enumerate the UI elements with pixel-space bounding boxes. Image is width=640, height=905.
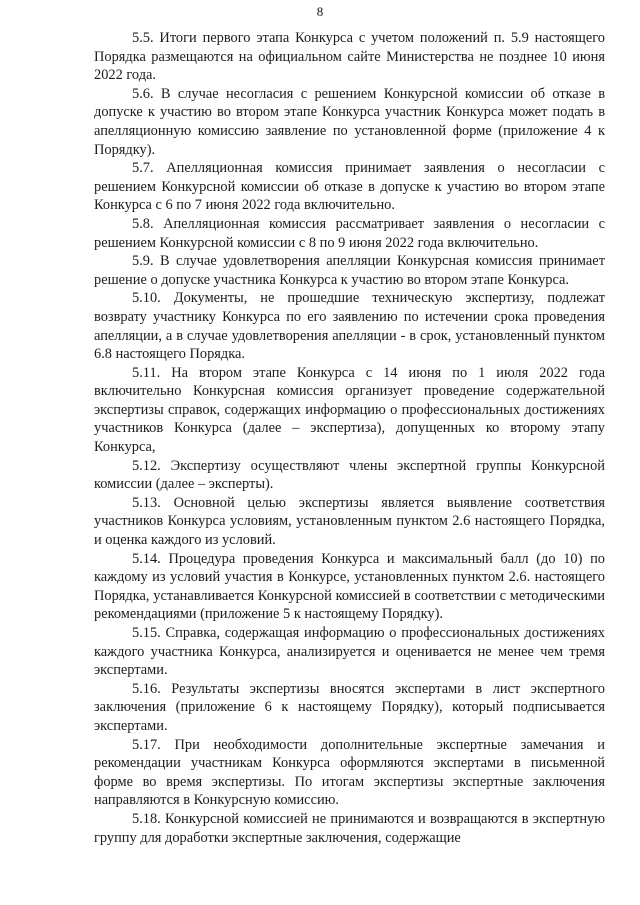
- paragraph-5-16: 5.16. Результаты экспертизы вносятся экспертами в лист экспертного заключения (приложение 6 к настоящему Порядку), который подписывается экспертами.: [94, 680, 605, 734]
- paragraph-5-6: 5.6. В случае несогласия с решением Конкурсной комиссии об отказе в допуске к участию во втором этапе Конкурса участник Конкурса может подать в апелляционную комиссию заявление по установленной форме (приложение 4 к Порядку).: [94, 85, 605, 158]
- paragraph-5-12: 5.12. Экспертизу осуществляют члены экспертной группы Конкурсной комиссии (далее – эксперты).: [94, 457, 605, 493]
- paragraph-5-17: 5.17. При необходимости дополнительные экспертные замечания и рекомендации участникам Конкурса оформляются экспертами в письменной форме во время экспертизы. По итогам экспертизы экспертные заключения направляются в Конкурсную комиссию.: [94, 736, 605, 809]
- paragraph-5-15: 5.15. Справка, содержащая информацию о профессиональных достижениях каждого участника Конкурса, анализируется и оценивается не менее чем тремя экспертами.: [94, 625, 605, 679]
- paragraph-5-9: 5.9. В случае удовлетворения апелляции Конкурсная комиссия принимает решение о допуске участника Конкурса к участию во втором этапе Конкурса.: [94, 253, 605, 288]
- page-number: 8: [316, 4, 324, 19]
- paragraph-5-10: 5.10. Документы, не прошедшие техническую экспертизу, подлежат возврату участнику Конкурса по его заявлению по истечении срока проведения апелляции, а в случае удовлетворения апелляции - в срок, установленный пунктом 6.8 настоящего Порядка.: [94, 290, 605, 363]
- paragraph-5-11: 5.11. На втором этапе Конкурса с 14 июня по 1 июля 2022 года включительно Конкурсная комиссия организует проведение содержательной экспертизы справок, содержащих информацию о профессиональных достижениях участников Конкурса (далее – экспертиза), допущенных ко второму этапу Конкурса,: [94, 364, 605, 456]
- paragraph-5-18: 5.18. Конкурсной комиссией не принимаются и возвращаются в экспертную группу для доработки экспертные заключения, содержащие: [94, 810, 605, 846]
- paragraph-5-14: 5.14. Процедура проведения Конкурса и максимальный балл (до 10) по каждому из условий участия в Конкурсе, установленных пунктом 2.6. настоящего Порядка, устанавливается Конкурсной комиссией в соответствии с методическими рекомендациями (приложение 5 к настоящему Порядку).: [94, 550, 605, 623]
- paragraph-5-5: 5.5. Итоги первого этапа Конкурса с учетом положений п. 5.9 настоящего Порядка размещаются на официальном сайте Министерства не позднее 10 июня 2022 года.: [94, 30, 605, 84]
- paragraph-5-8: 5.8. Апелляционная комиссия рассматривает заявления о несогласии с решением Конкурсной комиссии с 8 по 9 июня 2022 года включительно.: [94, 215, 605, 251]
- paragraph-5-13: 5.13. Основной целью экспертизы является выявление соответствия участников Конкурса условиям, установленным пунктом 2.6 настоящего Порядка, и оценка каждого из условий.: [94, 494, 605, 549]
- document-body: [94, 29, 605, 847]
- paragraph-5-7: 5.7. Апелляционная комиссия принимает заявления о несогласии с решением Конкурсной комиссии об отказе в допуске к участию во втором этапе Конкурса с 6 по 7 июня 2022 года включительно.: [94, 160, 605, 214]
